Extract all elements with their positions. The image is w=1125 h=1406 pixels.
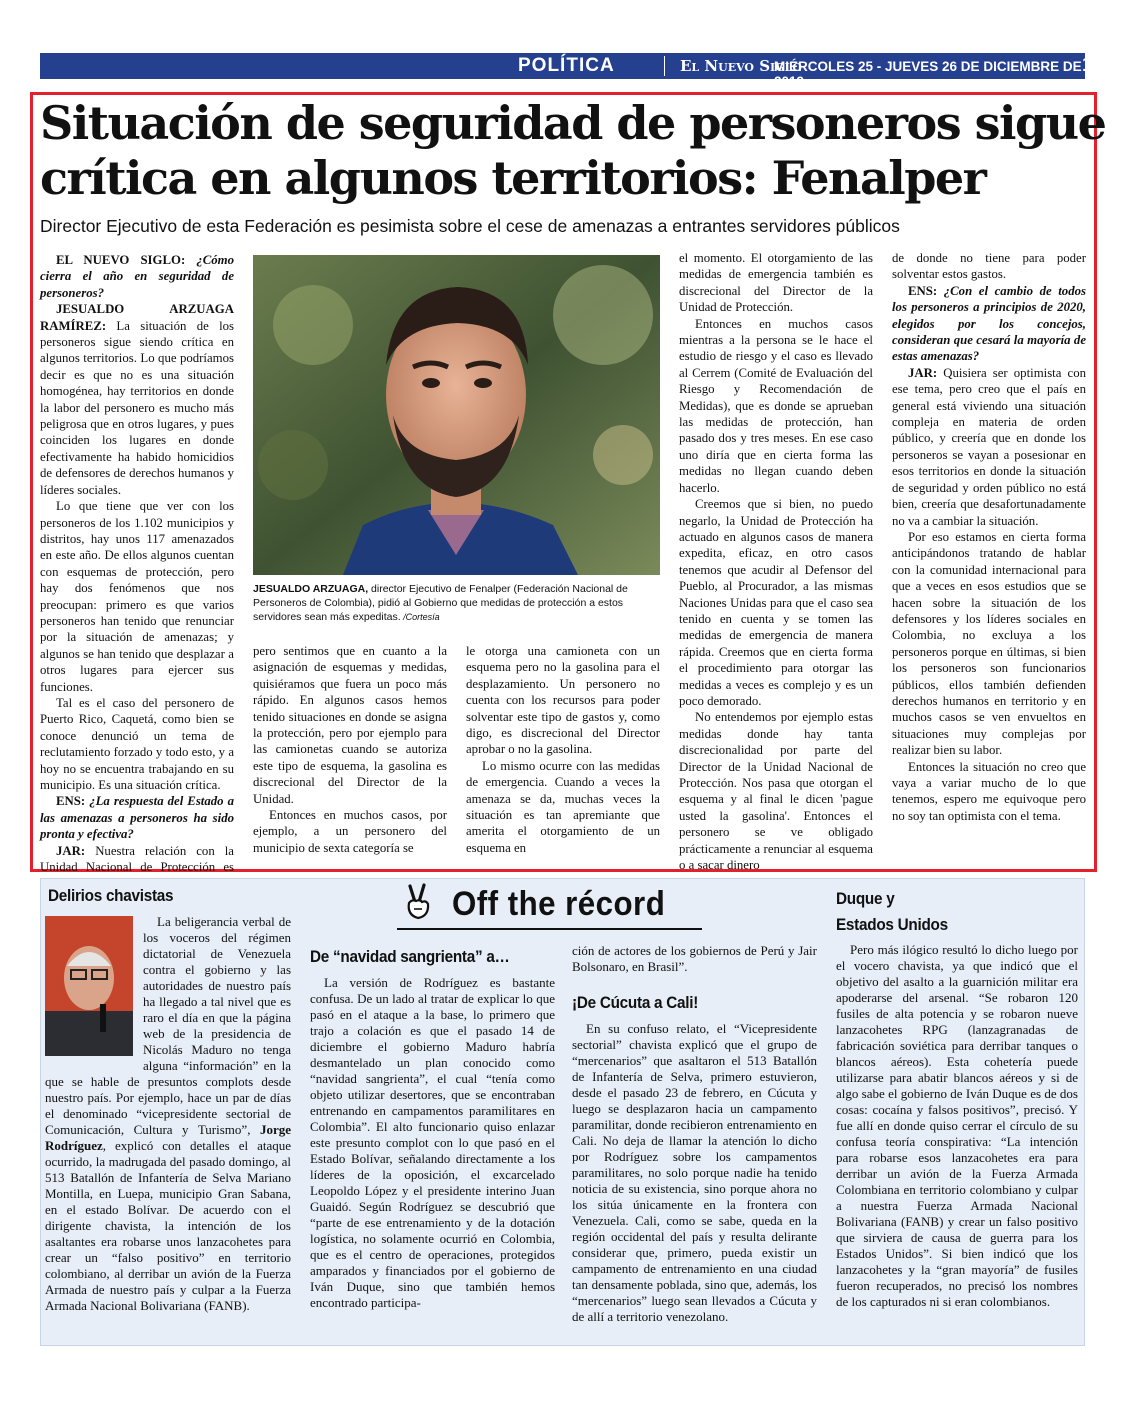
otr-column-3 [572, 1021, 817, 1343]
otr-column-4 [836, 942, 1078, 1342]
paragraph: Lo que tiene que ver con los personeros de los 1.102 municipios y distritos, hay unos 117 amenazados en este año. De ellos algunos cuentan con esquemas de protección, pero hay dos fenómenos que nos preocupan: primero es que varios personeros han tenido que renunciar por la situación de amenazas; y algunos se han tenido que desplazar a otros lugares para ejercer sus funciones. [40, 499, 234, 694]
otr-column-3-top [572, 943, 817, 979]
article-column-5 [892, 250, 1086, 865]
victory-hand-icon [398, 882, 438, 922]
question-label: ENS: [56, 794, 86, 809]
answer-label: JAR: [908, 365, 938, 380]
answer-text: Quisiera ser optimista con ese tema, pero creo que el país en general está viviendo una situación compleja en materia de orden público, y creería que en donde los personeros se vayan a posesionar en esos territorios en donde la situación de seguridad y orden público no está bien, creería que desafortunadamente no va a cambiar la situación. [892, 365, 1087, 528]
paragraph: No entendemos por ejemplo estas medidas donde hay tanta discrecionalidad por parte del Director de la Unidad Nacional de Protección. Nos pasa que otorgan el esquema y al final le dicen 'pague usted la gasolina'. Entonces el personero se ve obligado prácticamente a renunciar al esquema o a sacar dinero [679, 710, 873, 873]
caption-credit: /Cortesía [400, 612, 440, 622]
newspaper-name: El Nuevo Siglo [680, 57, 802, 75]
paragraph: Tal es el caso del personero de Puerto Rico, Caquetá, como bien se conoce denunció un tema de reclutamiento forzado y todo esto, y a hoy no se encuentra trabajando en su municipio. Es una situación crítica. [40, 695, 234, 792]
paragraph: el momento. El otorgamiento de las medidas de emergencia también es discrecional del Director de la Unidad de Protección. [679, 251, 873, 315]
caption-text: director Ejecutivo de Fenalper (Federación Nacional de Personeros de Colombia), pidió al Gobierno que medidas de protección a estos servidores sean más expeditas. [253, 583, 628, 623]
page-number: 11A [1082, 54, 1118, 76]
otr-column-1 [45, 914, 291, 1342]
section-heading [836, 886, 948, 938]
paragraph: Pero más ilógico resultó lo dicho luego por el vocero chavista, ya que indicó que el objetivo del asalto a la guarnición militar era apoderarse del arsenal. “Se robaron 120 fusiles de alta potencia y se robaron nueve lanzacohetes RPG (lanzagranadas de fabricación soviética para derribar tanques o blancos aéreos). Esta cohetería puede utilizarse para abatir blancos aéreos y si de algo sabe el gobierno de Iván Duque es de dos cosas: cocaína y falsos positivos”, precisó. Y fue allí en donde quiso cerrar el círculo de su confusa teoría conspirativa: “La intención para robarse esos lanzacohetes era para derribar un avión de la Fuerza Armada Colombiana en territorio colombiano y culpar a nuestra Fuerza Armada Nacional Bolivariana (FANB) y crear un falso positivo que sirviera de causa de guerra para los Estados Unidos”. Si bien indicó que los lanzacohetes y la “gran mayoría” de fusiles fueron recuperados, no precisó los nombres de los capturados ni si eran colombianos. [836, 942, 1078, 1309]
paragraph-part: La beligerancia verbal de los voceros del régimen dictatorial de Venezuela contra el gobierno y las autoridades de nuestro país ha llegado a tal nivel que es raro el día en que la página web de la presidencia de Nicolás Maduro no tenga alguna “información” en la que se hable de presuntos complots desde nuestro país. Por ejemplo, hace un par de días el denominado “vicepresidente sectorial de Comunicación, Cultura y Turismo”, [45, 914, 291, 1137]
otr-column-2 [310, 975, 555, 1343]
section-heading: Delirios chavistas [48, 886, 174, 905]
answer-text: Nuestra relación con la Unidad Nacional de Protección es [40, 843, 234, 875]
section-label: POLÍTICA [518, 55, 615, 76]
paragraph-part: , explicó con detalles el ataque ocurrido, la madrugada del pasado domingo, al 513 Batallón de Infantería de Selva Mariano Montilla, en Luepa, municipio Gran Sabana, en el estado Bolívar. De acuerdo con el dirigente chavista, la intención de los asaltantes era robarse unos lanzacohetes para crear un “falso positivo” en territorio colombiano, al derribar un avión de la Fuerza Armada de nuestro país y culpar a la Fuerza Armada Nacional Bolivariana (FANB). [45, 1138, 291, 1313]
article-column-4 [679, 250, 873, 873]
page-header [40, 53, 1118, 89]
headline-line-2: crítica en algunos territorios: Fenalper [40, 151, 986, 205]
photo-caption [253, 582, 660, 624]
article-column-2 [253, 643, 447, 865]
heading-line-1: Duque y [836, 889, 895, 908]
article-column-3 [466, 643, 660, 865]
article-subheadline: Director Ejecutivo de esta Federación es pesimista sobre el cese de amenazas a entrantes servidores públicos [40, 216, 900, 236]
paragraph: le otorga una camioneta con un esquema pero no la gasolina para el desplazamiento. Un personero no cuenta con los recursos para poder solventar este tipo de gastos y, como digo, es discrecional del Director aprobar o no la gasolina. [466, 644, 660, 757]
answer-text: La situación de los personeros sigue siendo crítica en algunos territorios. Lo que podríamos decir es que no es una situación homogénea, hay territorios en donde la labor del personero es mucho más peligrosa que en otros lugares, y pues coinciden los lugares en donde efectivamente ha habido homicidios de defensores de derechos humanos y líderes sociales. [40, 318, 234, 497]
paragraph: La versión de Rodríguez es bastante confusa. De un lado al tratar de explicar lo que pasó en el ataque a la base, lo primero que trajo a colación es que el pasado 14 de diciembre el gobierno Maduro habría desmantelado un plan conocido como “navidad sangrienta”, el cual “tenía como objeto utilizar desertores, que se encontraban entrenando en campamentos paramilitares en Colombia”. El alto funcionario quiso enlazar este presunto complot con lo que pasó en el Estado Bolívar, señalando directamente a los líderes de la oposición, el excarcelado Leopoldo López y el presidente interino Juan Guaidó. Según Rodríguez se descubrió que “parte de ese entrenamiento y de la dotación logística, no solamente ocurrió en Colombia, que es el centro de operaciones, protegidos amparados y financiados por el gobierno de Iván Duque, sino que también hemos encontrado participa- [310, 975, 555, 1310]
article-headline [40, 96, 1106, 206]
article-column-1 [40, 252, 234, 875]
title-rule [397, 928, 702, 930]
paragraph: Lo mismo ocurre con las medidas de emergencia. Cuando a veces la amenaza se da, muchas veces la situación es tan apremiante que amerita el otorgamiento de un esquema en [466, 758, 660, 855]
photo-float-spacer [45, 914, 143, 1062]
off-the-record-title: Off the récord [452, 885, 666, 923]
caption-name: JESUALDO ARZUAGA, [253, 583, 369, 595]
question-text: ¿Con el cambio de todos los personeros a principios de 2020, elegidos por los concejos, consideran que cesará la mayoría de estas amenazas? [892, 283, 1086, 364]
issue-date: MIÉRCOLES 25 - JUEVES 26 DE DICIEMBRE DE 2019 [774, 59, 1082, 89]
paragraph: de donde no tiene para poder solventar estos gastos. [892, 251, 1086, 282]
paragraph: En su confuso relato, el “Vicepresidente sectorial” chavista explicó que el grupo de “mercenarios” que asaltaron el 513 Batallón de Infantería de Selva, primero estuvieron, desde el pasado 23 de febrero, en Cúcuta y luego se desplazaron hacia un campamento paramilitar, donde recibieron entrenamiento en Cali. No deja de llamar la atención lo dicho por Rodríguez sobre los campamentos paramilitares, no solo porque nadie ha tenido noticia de su existencia, sino porque ahora no los sitúa únicamente en la frontera con Venezuela. Cali, como se sabe, queda en la región occidental del país y resulta delirante considerar que, primero, pueda existir un campamento de entrenamiento en una ciudad tan densamente poblada, sino que, además, los “mercenarios” luego sean llevados a Cúcuta y de allí a territorio venezolano. [572, 1021, 817, 1324]
answer-label: JAR: [56, 843, 86, 858]
paragraph: pero sentimos que en cuanto a la asignación de esquemas y medidas, quisiéramos que fuera un poco más rápido. En algunos casos hemos tenido situaciones en donde se asigna la protección, pero por ejemplo para las camionetas cuando se autoriza este tipo de esquema, la gasolina es discrecional del Director de la Unidad. [253, 644, 447, 806]
paragraph: Creemos que si bien, no puedo negarlo, la Unidad de Protección ha actuado en algunos casos de manera expedita, eficaz, en otro casos tenemos que acudir al Defensor del Pueblo, al Procurador, a las mismas Naciones Unidas para que el caso sea tenido en cuenta y se tomen las medidas de emergencia de manera rápida. Creemos que en cierta forma el procedimiento para otorgar las medidas a veces es complejo y es un poco demorado. [679, 497, 873, 708]
question-label: EL NUEVO SIGLO: [56, 253, 186, 267]
question-label: ENS: [908, 283, 938, 298]
headline-line-1: Situación de seguridad de personeros sigue [40, 96, 1106, 150]
paragraph: Entonces la situación no creo que vaya a variar mucho de lo que tenemos, espero me equivoque pero no soy tan optimista con el tema. [892, 759, 1086, 823]
question-text: ¿La respuesta del Estado a las amenazas a personeros ha sido pronta y efectiva? [40, 794, 234, 842]
portrait-illustration [253, 255, 660, 575]
interviewee-photo [253, 255, 660, 575]
answer-label: JESUALDO ARZUAGA RAMÍREZ: [40, 302, 234, 333]
paragraph: Entonces en muchos casos mientras a la persona se le hace el estudio de riesgo y el caso es llevado al Cerrem (Comité de Evaluación del Riesgo y Recomendación de Medidas), que es donde se aprueban las medidas de protección, han pasado dos y tres meses. En ese caso uno diría que en cierta forma las medidas no llegan cuando deben hacerlo. [679, 316, 873, 495]
paragraph: ción de actores de los gobiernos de Perú y Jair Bolsonaro, en Brasil”. [572, 943, 817, 974]
section-heading: ¡De Cúcuta a Cali! [572, 993, 699, 1012]
question-text: ¿Cómo cierra el año en seguridad de personeros? [40, 253, 234, 300]
header-divider [664, 56, 665, 76]
person-name: Jorge Rodríguez [45, 1122, 291, 1153]
heading-line-2: Estados Unidos [836, 915, 948, 934]
paragraph: Entonces en muchos casos, por ejemplo, a un personero del municipio de sexta categoría se [253, 808, 447, 855]
paragraph: Por eso estamos en cierta forma anticipándonos tratando de hablar con la comunidad internacional para que a veces en esos estudios que se hacen sobre la situación de los defensores y los líderes sociales en Colombia, no excluya a los personeros porque en últimas, si bien los personeros son funcionarios públicos, ellos también defienden derechos humanos en territorio y en muchos casos se ven envueltos en situaciones muy complejas por realizar bien su labor. [892, 529, 1086, 758]
section-heading: De “navidad sangrienta” a… [310, 947, 510, 966]
